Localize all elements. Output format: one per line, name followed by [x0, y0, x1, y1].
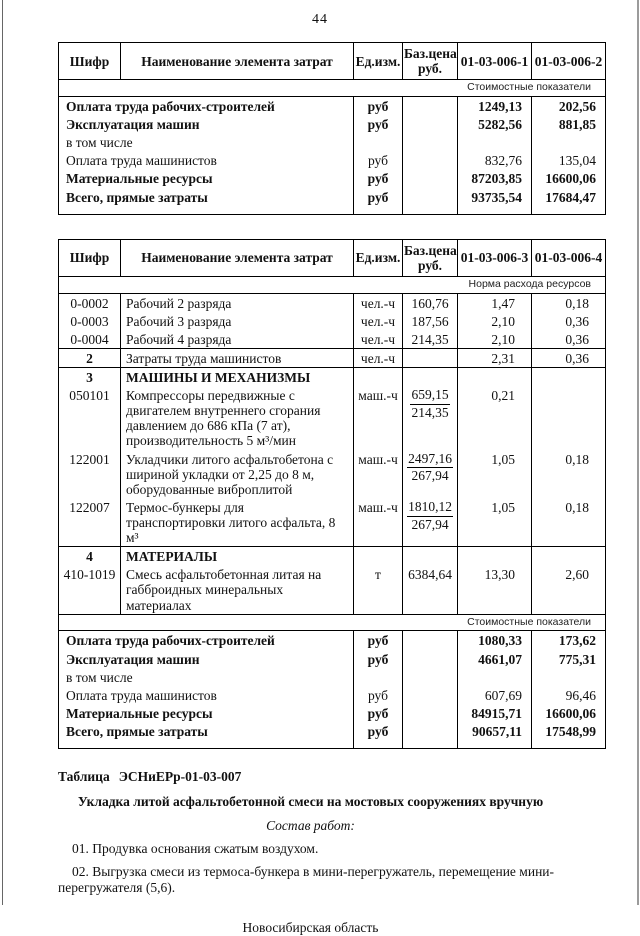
section-code: 3 [86, 370, 93, 386]
header-base-price: Баз.цена руб. [403, 239, 458, 276]
cost-base-price [403, 631, 458, 650]
resource-code: 122007 [59, 498, 121, 547]
resource-value-1: 2,31 [458, 348, 532, 367]
cost-base-price [403, 704, 458, 722]
resource-code: 050101 [69, 388, 110, 404]
resource-unit: маш.-ч [354, 450, 403, 498]
resource-base-price-fraction [403, 450, 458, 498]
page-left-scan-line [2, 0, 3, 905]
cost-value-2: 881,85 [532, 115, 606, 133]
header-norm-4: 01-03-006-4 [532, 239, 606, 276]
resource-unit: т [354, 565, 403, 614]
header-unit: Ед.изм. [354, 43, 403, 80]
section-label-row [59, 80, 606, 97]
section-title: МАТЕРИАЛЫ [121, 547, 354, 566]
resource-row [59, 498, 606, 547]
table-bottom-spacer [59, 740, 606, 749]
table-header-row [59, 239, 606, 276]
resource-value-2: 0,36 [532, 312, 606, 330]
cost-base-price [403, 650, 458, 668]
resource-value-2 [532, 386, 606, 449]
resource-name: Рабочий 4 разряда [121, 330, 354, 349]
header-code: Шифр [59, 43, 121, 80]
resource-base-price [403, 348, 458, 367]
cost-row [59, 169, 606, 187]
resource-value-1: 2,10 [458, 330, 532, 349]
cost-value-2 [532, 133, 606, 151]
cost-value-2: 135,04 [532, 151, 606, 169]
cost-value-1: 832,76 [458, 151, 532, 169]
header-base-price: Баз.цена руб. [403, 43, 458, 80]
resource-unit: чел.-ч [354, 312, 403, 330]
section-title: МАШИНЫ И МЕХАНИЗМЫ [121, 368, 354, 387]
resource-row [59, 450, 606, 498]
header-norm-1: 01-03-006-1 [458, 43, 532, 80]
resource-name: Рабочий 3 разряда [121, 312, 354, 330]
table-reference-label: Таблица [58, 769, 110, 785]
resource-code: 122001 [69, 451, 110, 467]
page-right-scan-line [637, 0, 639, 905]
work-item-01: 01. Продувка основания сжатым воздухом. [72, 841, 319, 857]
cost-table-006-1-2 [58, 42, 606, 215]
page-number: 44 [312, 12, 328, 27]
cost-row [59, 115, 606, 133]
resource-row [59, 330, 606, 349]
resource-base-price: 187,56 [403, 312, 458, 330]
work-composition-heading: Состав работ: [266, 818, 355, 834]
header-norm-2: 01-03-006-2 [532, 43, 606, 80]
resource-section-row [59, 368, 606, 387]
header-unit: Ед.изм. [354, 239, 403, 276]
work-title: Укладка литой асфальтобетонной смеси на мостовых сооружениях вручную [77, 794, 544, 810]
resource-value-1: 0,21 [458, 386, 532, 449]
cost-label: Оплата труда машинистов [66, 153, 217, 169]
cost-value-1: 90657,11 [458, 722, 532, 740]
resource-name: Компрессоры передвижные с двигателем внутреннего сгорания давлением до 686 кПа (7 ат), производительность 5 м³/мин [121, 386, 354, 449]
resource-value-2: 0,18 [532, 498, 606, 547]
work-item-02: 02. Выгрузка смеси из термоса-бункера в мини-перегружатель, перемещение мини-перегружателя (5,6). [58, 864, 555, 896]
cost-base-price [403, 96, 458, 115]
fraction-denominator: 214,35 [411, 404, 449, 420]
fraction-numerator: 1810,12 [407, 500, 453, 517]
resource-row [59, 348, 606, 367]
cost-value-1: 84915,71 [458, 704, 532, 722]
table-bottom-spacer [59, 206, 606, 215]
cost-value-2: 17684,47 [532, 188, 606, 206]
cost-row [59, 133, 606, 151]
cost-label: Материальные ресурсы [66, 171, 213, 187]
resource-name: Затраты труда машинистов [121, 348, 354, 367]
cost-row [59, 668, 606, 686]
cost-row [59, 686, 606, 704]
cost-row [59, 96, 606, 115]
fraction-denominator: 267,94 [411, 468, 449, 484]
resource-unit: маш.-ч [354, 498, 403, 547]
resource-unit: чел.-ч [354, 330, 403, 349]
resource-base-price-fraction [403, 498, 458, 547]
resource-table-006-3-4 [58, 239, 606, 749]
resource-row [59, 293, 606, 312]
resource-label-row [59, 276, 606, 293]
cost-unit [354, 133, 403, 151]
cost-value-1: 93735,54 [458, 188, 532, 206]
table-reference-code: ЭСНиЕРр-01-03-007 [118, 769, 242, 785]
cost-value-2: 202,56 [532, 96, 606, 115]
fraction-denominator: 267,94 [411, 516, 449, 532]
resource-value-1: 1,05 [458, 498, 532, 547]
section-code: 4 [86, 549, 93, 565]
resource-value-2: 0,18 [532, 293, 606, 312]
resource-section-row [59, 547, 606, 566]
cost-value-1: 1249,13 [458, 96, 532, 115]
cost-value-2: 17548,99 [532, 722, 606, 740]
cost-unit: руб [354, 722, 403, 740]
cost-unit: руб [354, 631, 403, 650]
cost-unit: руб [354, 169, 403, 187]
section-label: Стоимостные показатели [59, 80, 606, 97]
resource-row [59, 565, 606, 614]
resource-name: Рабочий 2 разряда [121, 293, 354, 312]
cost-base-price [403, 188, 458, 206]
cost-value-2: 16600,06 [532, 704, 606, 722]
region-heading: Новосибирская область [242, 920, 379, 936]
resource-value-1: 1,05 [458, 450, 532, 498]
cost-label: Материальные ресурсы [66, 705, 213, 721]
cost-value-1: 87203,85 [458, 169, 532, 187]
resource-value-2: 2,60 [532, 565, 606, 614]
cost-base-price [403, 668, 458, 686]
resource-value-2: 0,18 [532, 450, 606, 498]
resource-code: 410-1019 [59, 565, 121, 614]
fraction-numerator: 659,15 [410, 388, 449, 405]
resource-base-price: 160,76 [403, 293, 458, 312]
header-name: Наименование элемента затрат [121, 239, 354, 276]
cost-row [59, 631, 606, 650]
section-label-row [59, 614, 606, 631]
cost-unit: руб [354, 650, 403, 668]
resource-row [59, 312, 606, 330]
cost-value-1: 4661,07 [458, 650, 532, 668]
resource-label: Норма расхода ресурсов [59, 276, 606, 293]
cost-row [59, 704, 606, 722]
resource-value-2: 0,36 [532, 348, 606, 367]
cost-value-2 [532, 668, 606, 686]
cost-base-price [403, 722, 458, 740]
cost-value-2: 173,62 [532, 631, 606, 650]
fraction-numerator: 2497,16 [407, 452, 453, 469]
resource-value-1: 2,10 [458, 312, 532, 330]
cost-value-1 [458, 668, 532, 686]
cost-value-1: 1080,33 [458, 631, 532, 650]
cost-label: Эксплуатация машин [66, 117, 200, 133]
cost-unit: руб [354, 188, 403, 206]
cost-row [59, 650, 606, 668]
cost-unit: руб [354, 686, 403, 704]
cost-row [59, 722, 606, 740]
cost-unit: руб [354, 704, 403, 722]
header-name: Наименование элемента затрат [121, 43, 354, 80]
cost-base-price [403, 686, 458, 704]
section-label: Стоимостные показатели [59, 614, 606, 631]
resource-value-2: 0,36 [532, 330, 606, 349]
resource-unit: маш.-ч [354, 386, 403, 449]
resource-code: 0-0004 [59, 330, 121, 349]
cost-label: Оплата труда рабочих-строителей [66, 98, 275, 114]
resource-name: Укладчики литого асфальтобетона с шириной укладки от 2,25 до 8 м, оборудованные виброплитой [121, 450, 354, 498]
cost-base-price [403, 151, 458, 169]
cost-row [59, 151, 606, 169]
cost-label: Всего, прямые затраты [66, 723, 208, 739]
cost-value-1: 5282,56 [458, 115, 532, 133]
cost-row [59, 188, 606, 206]
table-header-row [59, 43, 606, 80]
resource-unit: чел.-ч [354, 293, 403, 312]
header-norm-3: 01-03-006-3 [458, 239, 532, 276]
resource-name: Смесь асфальтобетонная литая на габброидных минеральных материалах [121, 565, 354, 614]
cost-label: Всего, прямые затраты [66, 189, 208, 205]
cost-value-2: 96,46 [532, 686, 606, 704]
cost-base-price [403, 169, 458, 187]
resource-name: Термос-бункеры для транспортировки литого асфальта, 8 м³ [121, 498, 354, 547]
resource-base-price-fraction [403, 386, 458, 449]
resource-unit: чел.-ч [354, 348, 403, 367]
cost-label: Эксплуатация машин [66, 651, 200, 667]
resource-row [59, 386, 606, 449]
cost-label: в том числе [66, 135, 133, 151]
cost-unit: руб [354, 96, 403, 115]
cost-label: в том числе [66, 669, 133, 685]
next-table-intro-block [58, 769, 563, 936]
resource-base-price: 214,35 [403, 330, 458, 349]
header-code: Шифр [59, 239, 121, 276]
cost-unit [354, 668, 403, 686]
resource-value-1: 13,30 [458, 565, 532, 614]
cost-unit: руб [354, 115, 403, 133]
cost-base-price [403, 115, 458, 133]
resource-base-price: 6384,64 [403, 565, 458, 614]
cost-value-2: 16600,06 [532, 169, 606, 187]
cost-unit: руб [354, 151, 403, 169]
cost-value-2: 775,31 [532, 650, 606, 668]
resource-value-1: 1,47 [458, 293, 532, 312]
resource-code: 0-0003 [70, 313, 109, 329]
cost-label: Оплата труда машинистов [66, 687, 217, 703]
cost-value-1: 607,69 [458, 686, 532, 704]
resource-code: 0-0002 [70, 295, 109, 311]
cost-value-1 [458, 133, 532, 151]
cost-label: Оплата труда рабочих-строителей [66, 633, 275, 649]
table-reference [58, 769, 563, 785]
resource-code: 2 [59, 348, 121, 367]
cost-base-price [403, 133, 458, 151]
